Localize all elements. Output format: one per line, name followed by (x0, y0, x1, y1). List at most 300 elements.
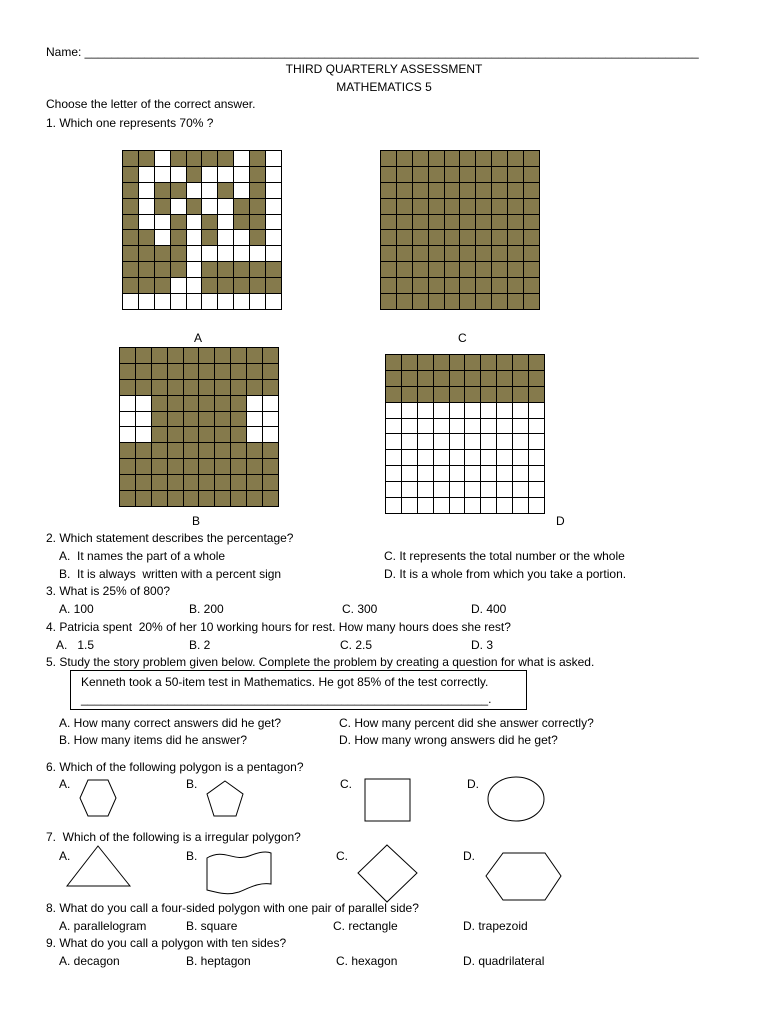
grid-c-cell (492, 246, 507, 261)
hexagon-shape-2[interactable] (485, 852, 563, 902)
grid-c-cell (476, 262, 491, 277)
grid-d-cell (465, 419, 480, 434)
grid-c-cell (413, 246, 428, 261)
q3-option-c[interactable]: C. 300 (342, 602, 378, 616)
grid-d-cell (418, 450, 433, 465)
q7-option-c[interactable]: C. (336, 849, 348, 863)
grid-c-cell (508, 230, 523, 245)
grid-b-cell (231, 396, 246, 411)
grid-c-cell (381, 167, 396, 182)
grid-b-cell (199, 396, 214, 411)
answer-blank[interactable]: _____________________________________________________________. (81, 692, 492, 706)
grid-c-cell (445, 151, 460, 166)
grid-d-cell (386, 466, 401, 481)
grid-b-cell (199, 412, 214, 427)
grid-b-cell (215, 427, 230, 442)
q7-option-b[interactable]: B. (186, 849, 198, 863)
grid-a-cell (218, 262, 233, 277)
grid-a-cell (250, 262, 265, 277)
grid-b-cell (215, 380, 230, 395)
grid-b-cell (231, 427, 246, 442)
q4-option-c[interactable]: C. 2.5 (340, 638, 373, 652)
grid-a-cell (187, 199, 202, 214)
grid-a-cell (139, 262, 154, 277)
grid-d-cell (481, 434, 496, 449)
grid-d-cell (513, 482, 528, 497)
q9-option-a[interactable]: A. decagon (59, 954, 120, 968)
q5-option-d[interactable]: D. How many wrong answers did he get? (339, 733, 558, 747)
grid-d-cell (418, 387, 433, 402)
grid-a-cell (171, 167, 186, 182)
grid-d-cell (513, 450, 528, 465)
grid-b-cell (136, 475, 151, 490)
q6-option-b[interactable]: B. (186, 777, 198, 791)
grid-c-cell (476, 230, 491, 245)
grid-b-cell (120, 396, 135, 411)
grid-d-cell (450, 466, 465, 481)
grid-d-cell (450, 403, 465, 418)
grid-a-cell (171, 183, 186, 198)
hexagon-shape[interactable] (78, 778, 118, 818)
grid-b-cell (215, 491, 230, 506)
grid-b-cell (136, 380, 151, 395)
grid-d-cell (402, 371, 417, 386)
q9-option-b[interactable]: B. heptagon (186, 954, 251, 968)
q3-option-d[interactable]: D. 400 (471, 602, 507, 616)
grid-d-cell (402, 498, 417, 513)
grid-d-cell (434, 466, 449, 481)
grid-c-cell (492, 230, 507, 245)
grid-b-cell (215, 396, 230, 411)
grid-b-cell (199, 348, 214, 363)
q2-option-c[interactable]: C. It represents the total number or the whole (384, 549, 625, 563)
question-5: 5. Study the story problem given below. Complete the problem by creating a question for what is asked. (46, 655, 595, 669)
grid-d-cell (386, 450, 401, 465)
option-label-b[interactable]: B (192, 514, 201, 528)
grid-a-cell (187, 294, 202, 309)
q6-option-d[interactable]: D. (467, 777, 479, 791)
grid-b-cell (247, 348, 262, 363)
question-6: 6. Which of the following polygon is a pentagon? (46, 760, 304, 774)
grid-b-cell (184, 427, 199, 442)
grid-d-cell (465, 498, 480, 513)
grid-a-cell (234, 167, 249, 182)
grid-c-cell (524, 183, 539, 198)
grid-b-cell (184, 412, 199, 427)
grid-d-cell (513, 403, 528, 418)
grid-a-cell (234, 215, 249, 230)
grid-a-cell (250, 167, 265, 182)
grid-c-cell (397, 215, 412, 230)
grid-d-cell (418, 466, 433, 481)
grid-c-cell (508, 294, 523, 309)
q6-option-a[interactable]: A. (59, 777, 71, 791)
grid-d-cell (450, 371, 465, 386)
grid-a-cell (155, 183, 170, 198)
grid-c-cell (429, 167, 444, 182)
grid-d-cell (529, 419, 544, 434)
grid-d-cell (402, 419, 417, 434)
grid-b-cell (199, 475, 214, 490)
grid-d-cell (450, 498, 465, 513)
grid-c-cell (445, 278, 460, 293)
q4-option-a[interactable]: A. 1.5 (56, 638, 95, 652)
grid-a-cell (123, 230, 138, 245)
grid-c-cell (524, 278, 539, 293)
grid-a-cell (123, 294, 138, 309)
triangle-shape[interactable] (66, 845, 132, 887)
grid-c-cell (397, 183, 412, 198)
q8-option-c[interactable]: C. rectangle (333, 919, 398, 933)
grid-a-cell (202, 167, 217, 182)
q5-option-b[interactable]: B. How many items did he answer? (59, 733, 248, 747)
grid-d-cell (497, 403, 512, 418)
grid-b-cell (168, 427, 183, 442)
grid-a-cell (187, 246, 202, 261)
q5-option-a[interactable]: A. How many correct answers did he get? (59, 716, 282, 730)
grid-b-cell (263, 380, 278, 395)
grid-a-cell (250, 183, 265, 198)
grid-b-cell (152, 380, 167, 395)
grid-a-cell (187, 151, 202, 166)
grid-c-cell (508, 183, 523, 198)
grid-c-cell (381, 246, 396, 261)
grid-c-cell (429, 278, 444, 293)
grid-c-cell (429, 230, 444, 245)
grid-d-cell (434, 498, 449, 513)
grid-c-cell (476, 167, 491, 182)
grid-a-cell (234, 262, 249, 277)
grid-b-cell (152, 459, 167, 474)
grid-d-cell (513, 498, 528, 513)
grid-a-cell (139, 278, 154, 293)
grid-d-cell (450, 482, 465, 497)
grid-b-cell (136, 491, 151, 506)
grid-b-cell (168, 348, 183, 363)
grid-b-cell (231, 348, 246, 363)
grid-d-cell (402, 450, 417, 465)
grid-b-cell (136, 348, 151, 363)
grid-c-cell (413, 278, 428, 293)
grid-d-cell (465, 403, 480, 418)
grid-d-cell (465, 371, 480, 386)
grid-a-cell (218, 230, 233, 245)
grid-a-cell (139, 167, 154, 182)
grid-c-cell (508, 278, 523, 293)
grid-a-cell (171, 199, 186, 214)
grid-a-cell (266, 294, 281, 309)
q8-option-a[interactable]: A. parallelogram (59, 919, 147, 933)
grid-b-cell (247, 459, 262, 474)
q4-option-d[interactable]: D. 3 (471, 638, 494, 652)
q2-option-d[interactable]: D. It is a whole from which you take a portion. (384, 567, 627, 581)
instructions: Choose the letter of the correct answer. (46, 97, 256, 111)
grid-b-cell (263, 427, 278, 442)
grid-a-cell (266, 230, 281, 245)
grid-b-cell (199, 427, 214, 442)
grid-b-cell (247, 443, 262, 458)
grid-b-cell (120, 459, 135, 474)
story-box (70, 670, 527, 710)
story-text: Kenneth took a 50-item test in Mathematics. He got 85% of the test correctly. (81, 675, 489, 689)
grid-c-cell (476, 151, 491, 166)
grid-d-cell (418, 434, 433, 449)
grid-c-cell (381, 262, 396, 277)
grid-b-cell (152, 475, 167, 490)
grid-d-cell (402, 482, 417, 497)
q6-option-c[interactable]: C. (340, 777, 352, 791)
grid-a-cell (171, 215, 186, 230)
grid-d-cell (386, 355, 401, 370)
grid-c-cell (445, 246, 460, 261)
grid-c-cell (413, 230, 428, 245)
grid-a-cell (123, 151, 138, 166)
grid-d-cell (434, 434, 449, 449)
grid-option-c (380, 150, 540, 310)
grid-d-cell (402, 355, 417, 370)
grid-d-cell (434, 482, 449, 497)
grid-c-cell (381, 151, 396, 166)
grid-b-cell (168, 412, 183, 427)
grid-c-cell (492, 278, 507, 293)
question-3: 3. What is 25% of 800? (46, 584, 171, 598)
grid-a-cell (155, 278, 170, 293)
grid-c-cell (460, 183, 475, 198)
grid-b-cell (263, 475, 278, 490)
ellipse-shape[interactable] (487, 776, 547, 822)
grid-a-cell (266, 151, 281, 166)
grid-b-cell (184, 459, 199, 474)
grid-a-cell (123, 183, 138, 198)
grid-b-cell (199, 459, 214, 474)
grid-c-cell (413, 151, 428, 166)
grid-b-cell (184, 396, 199, 411)
grid-b-cell (184, 364, 199, 379)
grid-b-cell (231, 380, 246, 395)
question-2: 2. Which statement describes the percentage? (46, 531, 294, 545)
grid-d-cell (386, 419, 401, 434)
diamond-shape[interactable] (357, 844, 419, 904)
grid-b-cell (215, 443, 230, 458)
q9-option-c[interactable]: C. hexagon (336, 954, 398, 968)
grid-a-cell (234, 246, 249, 261)
grid-d-cell (450, 450, 465, 465)
grid-a-cell (218, 215, 233, 230)
grid-a-cell (218, 278, 233, 293)
grid-b-cell (263, 459, 278, 474)
grid-a-cell (202, 215, 217, 230)
q8-option-d[interactable]: D. trapezoid (463, 919, 528, 933)
grid-d-cell (497, 450, 512, 465)
grid-d-cell (386, 387, 401, 402)
grid-a-cell (202, 278, 217, 293)
grid-d-cell (481, 450, 496, 465)
grid-d-cell (513, 387, 528, 402)
q8-option-b[interactable]: B. square (186, 919, 238, 933)
grid-a-cell (171, 278, 186, 293)
grid-a-cell (187, 167, 202, 182)
grid-b-cell (247, 491, 262, 506)
grid-d-cell (418, 482, 433, 497)
q2-option-a[interactable]: A. It names the part of a whole (59, 549, 226, 563)
q5-option-c[interactable]: C. How many percent did she answer correctly? (339, 716, 594, 730)
q7-option-d[interactable]: D. (463, 849, 475, 863)
grid-a-cell (123, 278, 138, 293)
q9-option-d[interactable]: D. quadrilateral (463, 954, 545, 968)
grid-a-cell (123, 199, 138, 214)
grid-c-cell (445, 215, 460, 230)
grid-b-cell (247, 380, 262, 395)
grid-d-cell (497, 387, 512, 402)
grid-c-cell (381, 294, 396, 309)
grid-b-cell (152, 364, 167, 379)
grid-b-cell (263, 412, 278, 427)
grid-c-cell (508, 151, 523, 166)
grid-d-cell (529, 355, 544, 370)
question-8: 8. What do you call a four-sided polygon with one pair of parallel side? (46, 901, 419, 915)
grid-a-cell (123, 246, 138, 261)
grid-c-cell (460, 294, 475, 309)
grid-a-cell (155, 199, 170, 214)
pentagon-shape[interactable] (205, 779, 245, 819)
grid-c-cell (397, 167, 412, 182)
grid-c-cell (476, 278, 491, 293)
grid-option-d (385, 354, 545, 514)
grid-b-cell (215, 475, 230, 490)
grid-d-cell (434, 419, 449, 434)
grid-d-cell (465, 387, 480, 402)
grid-d-cell (513, 434, 528, 449)
grid-b-cell (120, 348, 135, 363)
q4-option-b[interactable]: B. 2 (189, 638, 211, 652)
grid-b-cell (215, 348, 230, 363)
grid-a-cell (266, 183, 281, 198)
grid-c-cell (397, 278, 412, 293)
option-label-c[interactable]: C (458, 331, 467, 345)
grid-a-cell (171, 262, 186, 277)
grid-d-cell (497, 371, 512, 386)
grid-a-cell (218, 167, 233, 182)
grid-d-cell (497, 355, 512, 370)
grid-b-cell (263, 443, 278, 458)
grid-d-cell (450, 419, 465, 434)
grid-d-cell (465, 482, 480, 497)
grid-c-cell (460, 199, 475, 214)
grid-a-cell (187, 262, 202, 277)
grid-d-cell (465, 434, 480, 449)
grid-a-cell (202, 151, 217, 166)
grid-b-cell (184, 443, 199, 458)
grid-b-cell (215, 412, 230, 427)
grid-b-cell (263, 491, 278, 506)
option-label-d[interactable]: D (556, 514, 565, 528)
grid-d-cell (402, 466, 417, 481)
grid-a-cell (234, 183, 249, 198)
grid-d-cell (465, 355, 480, 370)
q7-option-a[interactable]: A. (59, 849, 71, 863)
grid-b-cell (215, 364, 230, 379)
grid-d-cell (450, 434, 465, 449)
q3-option-a[interactable]: A. 100 (59, 602, 94, 616)
grid-a-cell (234, 278, 249, 293)
grid-b-cell (184, 380, 199, 395)
grid-c-cell (460, 230, 475, 245)
grid-c-cell (445, 183, 460, 198)
grid-c-cell (397, 199, 412, 214)
grid-a-cell (139, 294, 154, 309)
q2-option-b[interactable]: B. It is always written with a percent sign (59, 567, 282, 581)
grid-c-cell (397, 151, 412, 166)
grid-c-cell (381, 183, 396, 198)
grid-b-cell (247, 427, 262, 442)
grid-a-cell (171, 230, 186, 245)
grid-c-cell (445, 230, 460, 245)
grid-d-cell (529, 434, 544, 449)
grid-a-cell (266, 167, 281, 182)
grid-c-cell (508, 246, 523, 261)
question-9: 9. What do you call a polygon with ten sides? (46, 936, 287, 950)
grid-a-cell (155, 215, 170, 230)
grid-a-cell (250, 151, 265, 166)
grid-b-cell (263, 364, 278, 379)
grid-a-cell (171, 246, 186, 261)
grid-c-cell (524, 294, 539, 309)
grid-c-cell (413, 167, 428, 182)
grid-b-cell (247, 412, 262, 427)
q3-option-b[interactable]: B. 200 (189, 602, 224, 616)
grid-c-cell (460, 262, 475, 277)
grid-c-cell (476, 294, 491, 309)
grid-a-cell (139, 199, 154, 214)
grid-d-cell (481, 387, 496, 402)
grid-a-cell (202, 183, 217, 198)
grid-d-cell (418, 371, 433, 386)
wavy-quadrilateral-shape[interactable] (204, 848, 274, 896)
grid-c-cell (508, 167, 523, 182)
grid-b-cell (215, 459, 230, 474)
grid-c-cell (445, 167, 460, 182)
option-label-a[interactable]: A (194, 331, 203, 345)
grid-c-cell (413, 215, 428, 230)
grid-a-cell (155, 167, 170, 182)
grid-c-cell (524, 230, 539, 245)
grid-c-cell (413, 183, 428, 198)
grid-a-cell (123, 262, 138, 277)
grid-b-cell (152, 427, 167, 442)
grid-b-cell (168, 396, 183, 411)
grid-d-cell (434, 450, 449, 465)
grid-a-cell (218, 246, 233, 261)
grid-d-cell (465, 450, 480, 465)
grid-c-cell (413, 294, 428, 309)
grid-d-cell (386, 434, 401, 449)
name-line[interactable]: Name: ____________________________________________________________________________________________ (46, 45, 699, 59)
grid-a-cell (202, 262, 217, 277)
grid-c-cell (413, 262, 428, 277)
grid-b-cell (152, 396, 167, 411)
question-1: 1. Which one represents 70% ? (46, 116, 214, 130)
grid-a-cell (139, 230, 154, 245)
grid-a-cell (123, 167, 138, 182)
grid-c-cell (508, 215, 523, 230)
square-shape[interactable] (364, 778, 412, 822)
grid-c-cell (476, 183, 491, 198)
grid-b-cell (247, 475, 262, 490)
grid-c-cell (429, 246, 444, 261)
grid-d-cell (465, 466, 480, 481)
grid-d-cell (418, 498, 433, 513)
grid-b-cell (152, 491, 167, 506)
